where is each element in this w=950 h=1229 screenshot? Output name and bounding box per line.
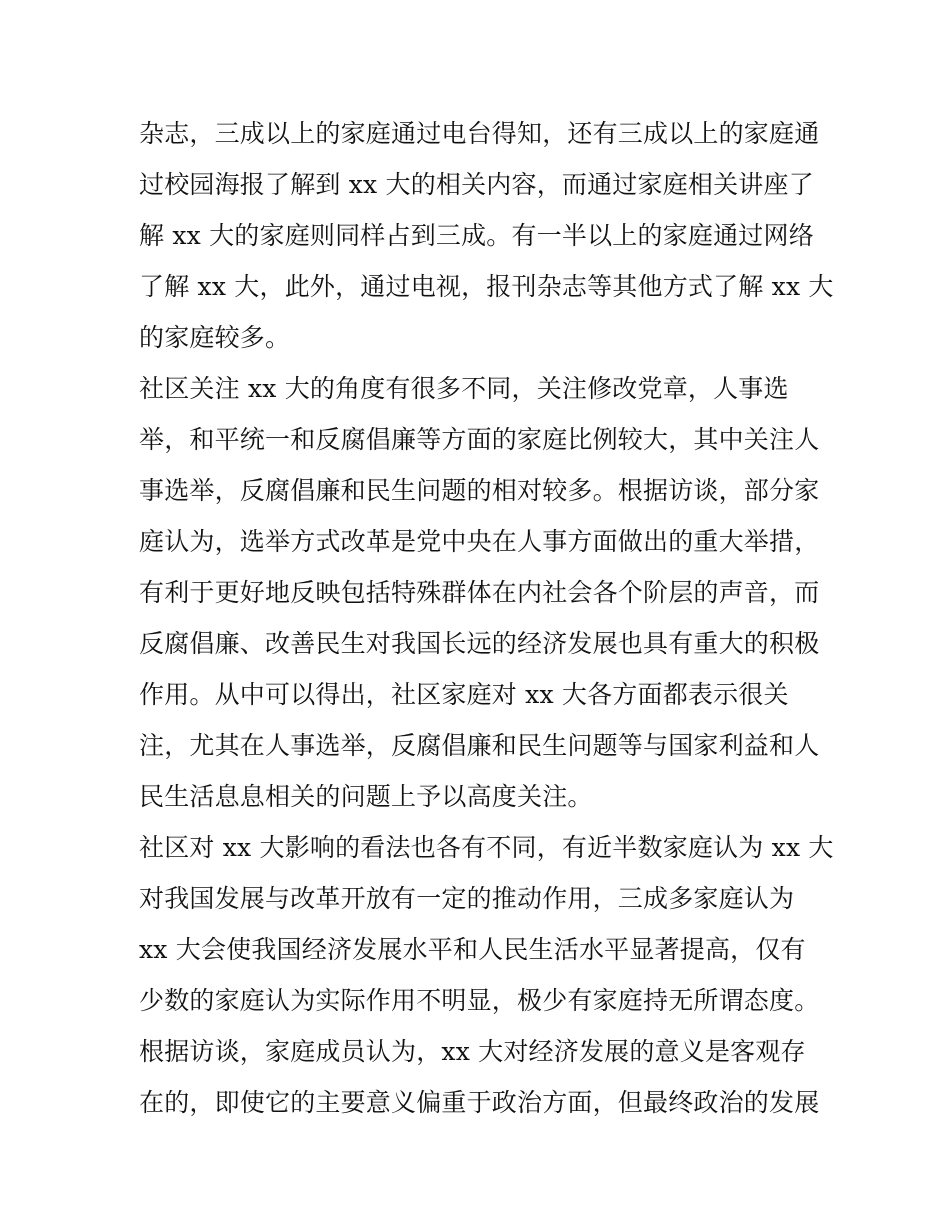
text-line: 了解 xx 大，此外，通过电视，报刊杂志等其他方式了解 xx 大	[139, 272, 834, 301]
text-line: 杂志，三成以上的家庭通过电台得知，还有三成以上的家庭通	[139, 119, 820, 148]
text-line: 少数的家庭认为实际作用不明显，极少有家庭持无所谓态度。	[139, 986, 820, 1015]
body-text	[139, 108, 834, 1128]
text-line: 过校园海报了解到 xx 大的相关内容，而通过家庭相关讲座了	[139, 170, 814, 199]
text-line: xx 大会使我国经济发展水平和人民生活水平显著提高，仅有	[139, 935, 806, 964]
text-line: 事选举，反腐倡廉和民生问题的相对较多。根据访谈，部分家	[139, 476, 820, 505]
text-line: 的家庭较多。	[139, 323, 291, 352]
text-line: 民生活息息相关的问题上予以高度关注。	[139, 782, 593, 811]
text-line: 有利于更好地反映包括特殊群体在内社会各个阶层的声音，而	[139, 578, 820, 607]
text-line: 庭认为，选举方式改革是党中央在人事方面做出的重大举措，	[139, 527, 820, 556]
text-line: 作用。从中可以得出，社区家庭对 xx 大各方面都表示很关	[139, 680, 789, 709]
text-line: 反腐倡廉、改善民生对我国长远的经济发展也具有重大的积极	[139, 629, 820, 658]
text-line: 注，尤其在人事选举，反腐倡廉和民生问题等与国家利益和人	[139, 731, 820, 760]
text-line: 社区关注 xx 大的角度有很多不同，关注修改党章，人事选	[139, 374, 789, 403]
text-line: 举，和平统一和反腐倡廉等方面的家庭比例较大，其中关注人	[139, 425, 820, 454]
text-line: 在的，即使它的主要意义偏重于政治方面，但最终政治的发展	[139, 1088, 820, 1117]
text-line: 对我国发展与改革开放有一定的推动作用，三成多家庭认为	[139, 884, 795, 913]
text-line: 社区对 xx 大影响的看法也各有不同，有近半数家庭认为 xx 大	[139, 833, 834, 862]
text-line: 根据访谈，家庭成员认为，xx 大对经济发展的意义是客观存	[139, 1037, 806, 1066]
text-line: 解 xx 大的家庭则同样占到三成。有一半以上的家庭通过网络	[139, 221, 814, 250]
